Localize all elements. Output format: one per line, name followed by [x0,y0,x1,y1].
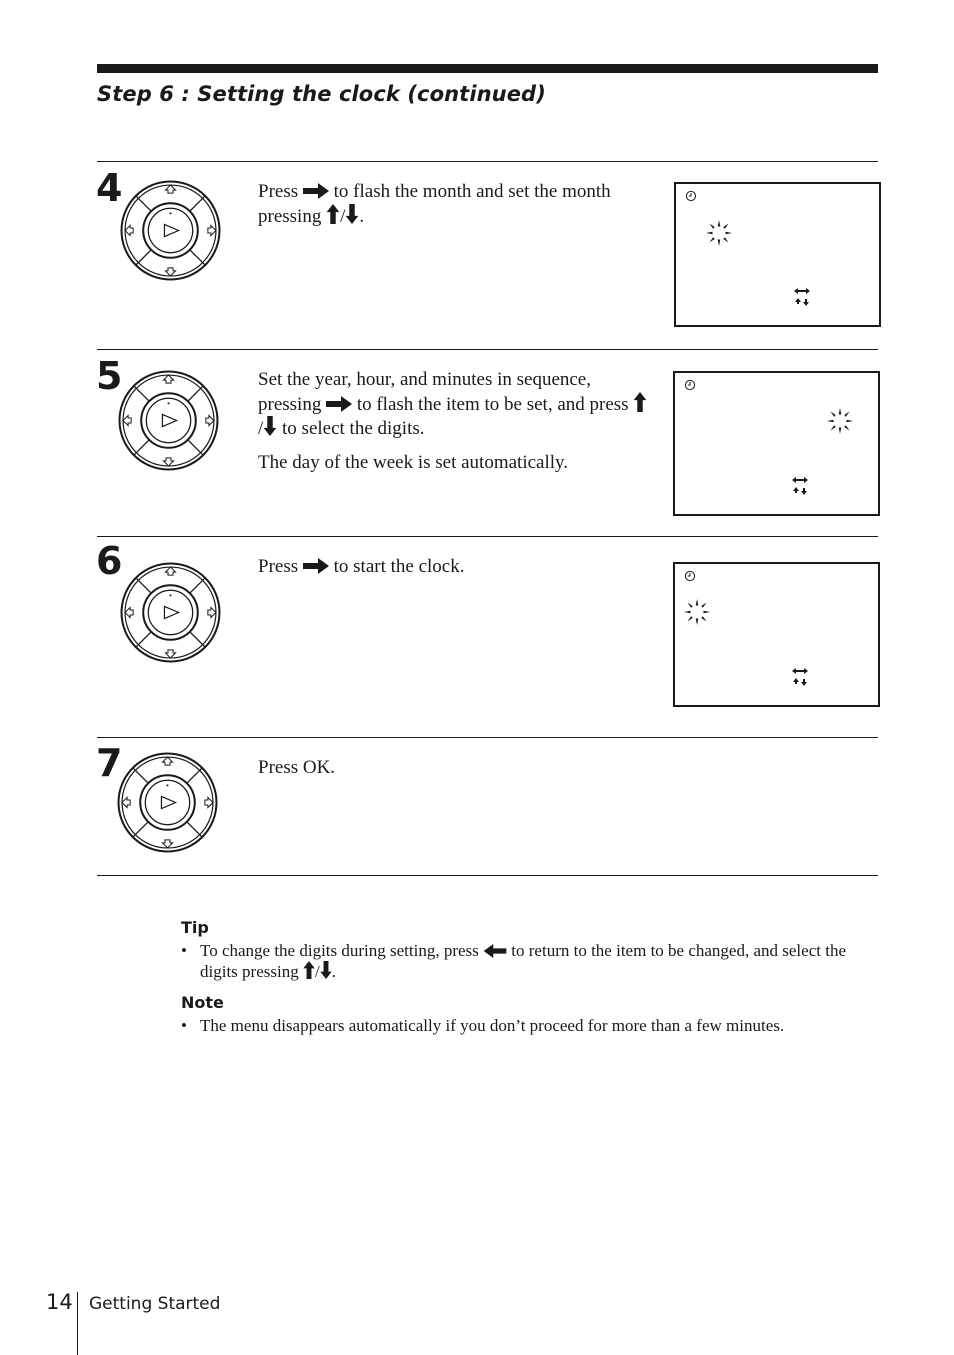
clock-icon [684,570,696,582]
page-number: 14 [46,1290,73,1314]
step-text: to flash the item to be set, and press [356,393,629,415]
step-4-instruction [258,180,648,228]
arrow-down-icon [263,416,277,436]
footer-divider [77,1292,78,1355]
step-7-instruction: Press OK. [258,757,336,778]
note-item [181,1015,861,1036]
separator: / [314,962,320,981]
bullet: • [181,1016,187,1035]
tip-block [181,918,861,982]
clock-menu-screen [674,182,881,327]
separator: / [340,205,346,227]
navigation-arrows-icon [794,287,810,307]
step-divider [97,737,878,738]
arrow-up-icon [633,392,647,412]
page-title: Step 6 : Setting the clock (continued) [97,82,546,106]
arrow-down-icon [345,204,359,224]
step-number: 5 [96,354,123,398]
step-number: 7 [96,741,123,785]
tip-text: To change the digits during setting, press [200,941,479,960]
step-divider [97,161,878,162]
arrow-right-icon [303,558,329,574]
step-text: to start the clock. [333,556,465,577]
remote-control-dial-icon [120,562,221,663]
header-rule [97,64,878,73]
tip-text: . [331,962,336,981]
step-note: The day of the week is set automatically. [258,451,569,473]
clock-menu-screen [673,371,880,516]
arrow-up-icon [303,961,315,979]
step-5-instruction [258,368,648,484]
tip-item [181,940,861,982]
flashing-indicator-icon [825,406,855,436]
section-end-rule [97,875,878,876]
step-divider [97,349,878,350]
remote-control-dial-icon [120,180,221,281]
section-name: Getting Started [89,1294,221,1314]
arrow-left-icon [483,944,507,958]
clock-menu-screen [673,562,880,707]
step-text: to flash the month and set the month pressing [258,181,611,227]
tip-heading: Tip [181,918,209,937]
step-divider [97,536,878,537]
navigation-arrows-icon [792,667,808,687]
step-6-instruction [258,555,648,579]
navigation-arrows-icon [792,476,808,496]
clock-icon [685,190,697,202]
step-number: 4 [96,166,123,210]
remote-control-dial-icon [117,752,218,853]
separator: / [258,418,264,439]
step-text: Press [258,181,299,202]
step-text: . [359,205,365,227]
arrow-up-icon [326,204,340,224]
step-text: Set the year, hour, and minutes in sequence, pressing [258,369,591,415]
step-text: to select the digits. [282,418,425,439]
tip-text: to return to the item to be changed, and select the digits pressing [200,941,846,981]
arrow-down-icon [320,961,332,979]
arrow-right-icon [326,396,352,412]
step-number: 6 [96,539,123,583]
note-heading: Note [181,993,224,1012]
step-text: Press [258,556,299,577]
flashing-indicator-icon [704,218,734,248]
clock-icon [684,379,696,391]
flashing-indicator-icon [682,597,712,627]
arrow-right-icon [303,183,329,199]
note-block [181,993,861,1036]
remote-control-dial-icon [118,370,219,471]
note-text: The menu disappears automatically if you don’t proceed for more than a few minutes. [200,1016,785,1035]
bullet: • [181,941,187,960]
